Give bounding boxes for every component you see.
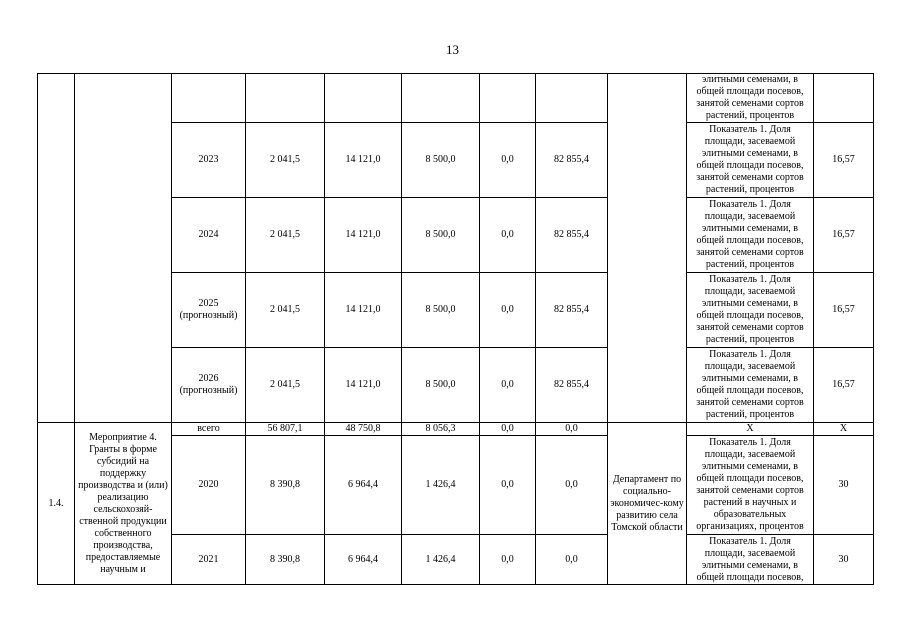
external-cell: 82 855,4 [536,273,608,348]
year-cell: всего [172,423,246,436]
year-cell: 2023 [172,123,246,198]
external-cell: 0,0 [536,535,608,585]
regional-cell: 8 500,0 [402,123,480,198]
external-cell: 0,0 [536,423,608,436]
external-cell: 82 855,4 [536,123,608,198]
indicator-cell: Х [687,423,814,436]
federal-cell: 48 750,8 [325,423,402,436]
federal-cell: 14 121,0 [325,198,402,273]
local-cell: 0,0 [480,436,536,535]
regional-cell: 8 056,3 [402,423,480,436]
local-cell: 0,0 [480,198,536,273]
regional-cell: 8 500,0 [402,348,480,423]
indicator-cell: Показатель 1. Доля площади, засеваемой элитными семенами, в общей площади посевов, [687,535,814,585]
federal-cell: 6 964,4 [325,436,402,535]
cell-event-cont [75,74,172,423]
year-cell: 2021 [172,535,246,585]
indicator-cell: Показатель 1. Доля площади, засеваемой элитными семенами, в общей площади посевов, занятой семенами сортов растений в научных и образовательных организациях, процентов [687,436,814,535]
value-cell: 30 [814,535,874,585]
external-cell: 82 855,4 [536,198,608,273]
regional-cell: 8 500,0 [402,198,480,273]
total-cell: 2 041,5 [246,273,325,348]
regional-cell: 1 426,4 [402,436,480,535]
federal-cell: 14 121,0 [325,348,402,423]
year-cell: 2025 (прогнозный) [172,273,246,348]
local-cell: 0,0 [480,348,536,423]
year-cell: 2026 (прогнозный) [172,348,246,423]
indicator-cell: Показатель 1. Доля площади, засеваемой элитными семенами, в общей площади посевов, занятой семенами сортов растений, процентов [687,273,814,348]
cell-department-cont [608,74,687,423]
federal-cell: 6 964,4 [325,535,402,585]
total-cell: 2 041,5 [246,348,325,423]
program-table [37,73,874,585]
external-cell: 82 855,4 [536,348,608,423]
local-cell: 0,0 [480,423,536,436]
total-cell: 8 390,8 [246,436,325,535]
indicator-cell: Показатель 1. Доля площади, засеваемой элитными семенами, в общей площади посевов, занятой семенами сортов растений, процентов [687,198,814,273]
indicator-cell: элитными семенами, в общей площади посевов, занятой семенами сортов растений, процентов [687,74,814,123]
total-cell: 56 807,1 [246,423,325,436]
value-cell: 30 [814,436,874,535]
local-cell: 0,0 [480,123,536,198]
event-name-cell: Мероприятие 4. Гранты в форме субсидий на поддержку производства и (или) реализацию сельскохозяй-ственной продукции собственного производства, предоставляемые научным и [75,423,172,585]
indicator-cell: Показатель 1. Доля площади, засеваемой элитными семенами, в общей площади посевов, занятой семенами сортов растений, процентов [687,123,814,198]
table-row-all [38,423,874,436]
federal-cell: 14 121,0 [325,273,402,348]
value-cell: 16,57 [814,348,874,423]
regional-cell: 1 426,4 [402,535,480,585]
total-cell: 2 041,5 [246,198,325,273]
regional-cell: 8 500,0 [402,273,480,348]
total-cell: 8 390,8 [246,535,325,585]
indicator-cell: Показатель 1. Доля площади, засеваемой элитными семенами, в общей площади посевов, занятой семенами сортов растений, процентов [687,348,814,423]
total-cell: 2 041,5 [246,123,325,198]
table-row-continued [38,74,874,123]
federal-cell: 14 121,0 [325,123,402,198]
value-cell: Х [814,423,874,436]
year-cell: 2024 [172,198,246,273]
local-cell: 0,0 [480,535,536,585]
event-number-cell: 1.4. [38,423,75,585]
department-cell: Департамент по социально-экономичес-кому развитию села Томской области [608,423,687,585]
external-cell: 0,0 [536,436,608,535]
value-cell: 16,57 [814,198,874,273]
page-number: 13 [446,42,459,57]
cell-number-cont [38,74,75,423]
value-cell: 16,57 [814,123,874,198]
value-cell: 16,57 [814,273,874,348]
local-cell: 0,0 [480,273,536,348]
year-cell: 2020 [172,436,246,535]
